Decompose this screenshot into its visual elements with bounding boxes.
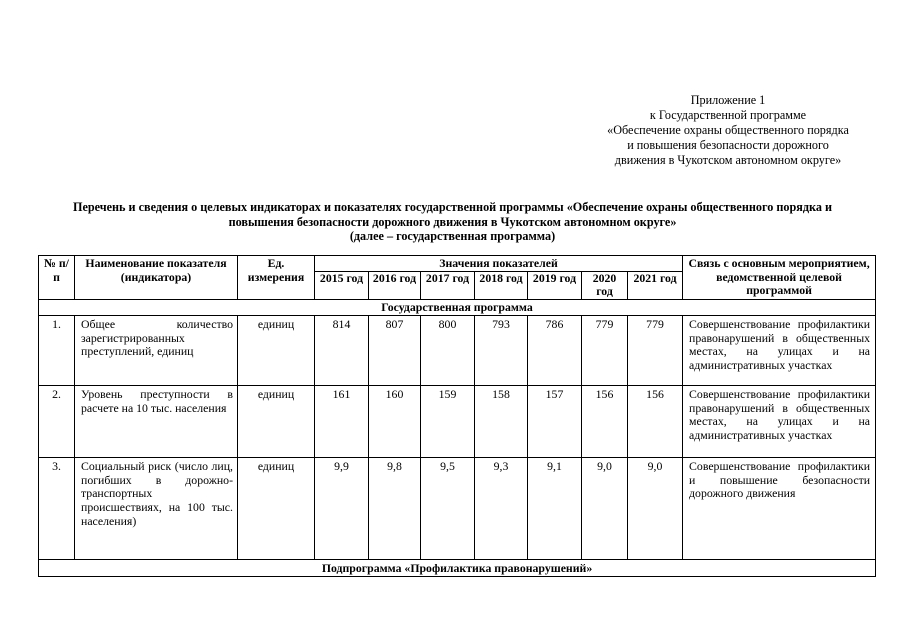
table-row <box>39 458 876 560</box>
row-value: 9,1 <box>528 458 582 560</box>
row-link: Совершенствование профилактики правонарушений в общественных местах, на улицах и на административных участках <box>683 386 876 458</box>
row-value: 786 <box>528 316 582 386</box>
appendix-line: Приложение 1 <box>690 93 766 107</box>
section-row <box>39 299 876 316</box>
appendix-line: к Государственной программе <box>649 108 807 122</box>
table-row <box>39 316 876 386</box>
header-year: 2020 год <box>582 271 628 299</box>
appendix-line: «Обеспечение охраны общественного порядка <box>607 123 849 137</box>
header-year: 2017 год <box>421 271 475 299</box>
row-value: 160 <box>369 386 421 458</box>
row-value: 9,0 <box>582 458 628 560</box>
row-value: 9,8 <box>369 458 421 560</box>
header-link: Связь с основным мероприятием, ведомственной целевой программой <box>683 256 876 300</box>
header-num: № п/п <box>39 256 75 300</box>
row-value: 807 <box>369 316 421 386</box>
header-values: Значения показателей <box>315 256 683 272</box>
document-title <box>40 200 865 244</box>
table-header-row <box>39 256 876 272</box>
row-value: 9,0 <box>628 458 683 560</box>
row-value: 779 <box>628 316 683 386</box>
title-line: повышения безопасности дорожного движения в Чукотском автономном округе» <box>228 214 677 229</box>
row-value: 814 <box>315 316 369 386</box>
appendix-line: движения в Чукотском автономном округе» <box>614 153 842 167</box>
title-line: (далее – государственная программа) <box>349 229 556 244</box>
row-unit: единиц <box>238 386 315 458</box>
row-unit: единиц <box>238 316 315 386</box>
subprogram-row <box>39 560 876 577</box>
table-row <box>39 386 876 458</box>
row-name: Общее количество зарегистрированных преступлений, единиц <box>75 316 238 386</box>
row-value: 158 <box>475 386 528 458</box>
appendix-block <box>588 93 868 168</box>
header-year: 2016 год <box>369 271 421 299</box>
subprogram-title: Подпрограмма «Профилактика правонарушений» <box>39 560 876 577</box>
row-value: 161 <box>315 386 369 458</box>
section-title: Государственная программа <box>39 299 876 316</box>
indicators-table <box>38 255 876 577</box>
header-year: 2021 год <box>628 271 683 299</box>
row-value: 159 <box>421 386 475 458</box>
appendix-line: и повышения безопасности дорожного <box>627 138 829 152</box>
row-link: Совершенствование профилактики и повышение безопасности дорожного движения <box>683 458 876 560</box>
row-num: 2. <box>39 386 75 458</box>
header-year: 2015 год <box>315 271 369 299</box>
row-value: 9,3 <box>475 458 528 560</box>
header-name: Наименование показателя (индикатора) <box>75 256 238 300</box>
header-year: 2019 год <box>528 271 582 299</box>
row-num: 3. <box>39 458 75 560</box>
row-name: Социальный риск (число лиц, погибших в дорожно-транспортных происшествиях, на 100 тыс. населения) <box>75 458 238 560</box>
row-value: 9,5 <box>421 458 475 560</box>
row-value: 800 <box>421 316 475 386</box>
row-value: 156 <box>582 386 628 458</box>
row-value: 779 <box>582 316 628 386</box>
row-value: 156 <box>628 386 683 458</box>
header-year: 2018 год <box>475 271 528 299</box>
title-line: Перечень и сведения о целевых индикаторах и показателях государственной программы «Обеспечение охраны общественного порядка и <box>72 200 833 214</box>
row-unit: единиц <box>238 458 315 560</box>
row-value: 157 <box>528 386 582 458</box>
row-value: 793 <box>475 316 528 386</box>
row-link: Совершенствование профилактики правонарушений в общественных местах, на улицах и на административных участках <box>683 316 876 386</box>
row-value: 9,9 <box>315 458 369 560</box>
row-num: 1. <box>39 316 75 386</box>
row-name: Уровень преступности в расчете на 10 тыс. населения <box>75 386 238 458</box>
header-unit: Ед. измерения <box>238 256 315 300</box>
